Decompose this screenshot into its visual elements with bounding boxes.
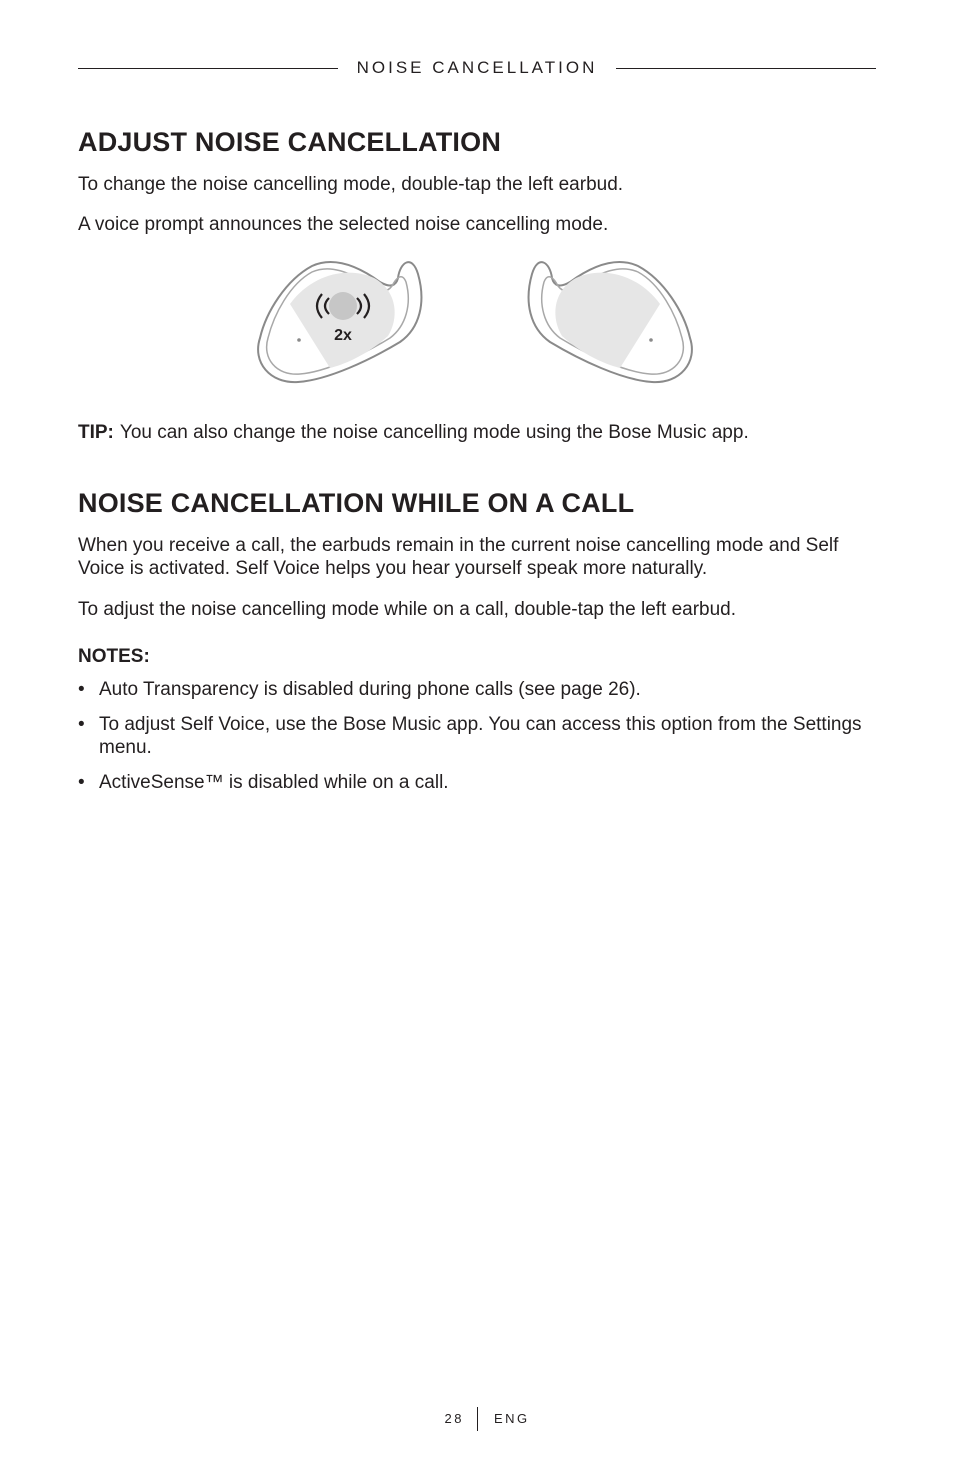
tip-label: TIP: <box>78 422 114 443</box>
left-earbud <box>258 262 421 382</box>
tap-point-icon <box>329 292 357 320</box>
header-rule-right <box>616 68 876 69</box>
page-number: 28 <box>444 1411 464 1426</box>
list-item: • ActiveSense™ is disabled while on a call. <box>78 771 868 794</box>
notes-list <box>78 678 868 806</box>
tip-paragraph <box>78 421 878 444</box>
tip-text: You can also change the noise cancelling mode using the Bose Music app. <box>119 422 749 443</box>
language-code: ENG <box>494 1411 530 1426</box>
section-title: NOISE CANCELLATION <box>78 57 876 79</box>
call-adjust-paragraph: To adjust the noise cancelling mode while on a call, double-tap the left earbud. <box>78 599 737 620</box>
heading-noise-cancellation-on-call: NOISE CANCELLATION WHILE ON A CALL <box>78 488 635 518</box>
list-item: • Auto Transparency is disabled during phone calls (see page 26). <box>78 678 868 701</box>
list-item: • To adjust Self Voice, use the Bose Music app. You can access this option from the Settings menu. <box>78 713 868 759</box>
call-paragraph: When you receive a call, the earbuds remain in the current noise cancelling mode and Self Voice is activated. Self Voice helps you hear yourself speak more naturally. <box>78 535 839 579</box>
voice-prompt-paragraph: A voice prompt announces the selected noise cancelling mode. <box>78 214 609 235</box>
tap-count-label: 2x <box>334 327 352 344</box>
heading-adjust-noise-cancellation: ADJUST NOISE CANCELLATION <box>78 127 502 157</box>
section-header <box>78 57 876 79</box>
earbuds-illustration <box>250 252 700 390</box>
notes-label: NOTES: <box>78 646 150 667</box>
instruction-paragraph: To change the noise cancelling mode, double-tap the left earbud. <box>78 174 624 195</box>
footer-divider <box>477 1407 478 1431</box>
right-earbud <box>529 262 692 382</box>
page-footer <box>0 1407 954 1431</box>
